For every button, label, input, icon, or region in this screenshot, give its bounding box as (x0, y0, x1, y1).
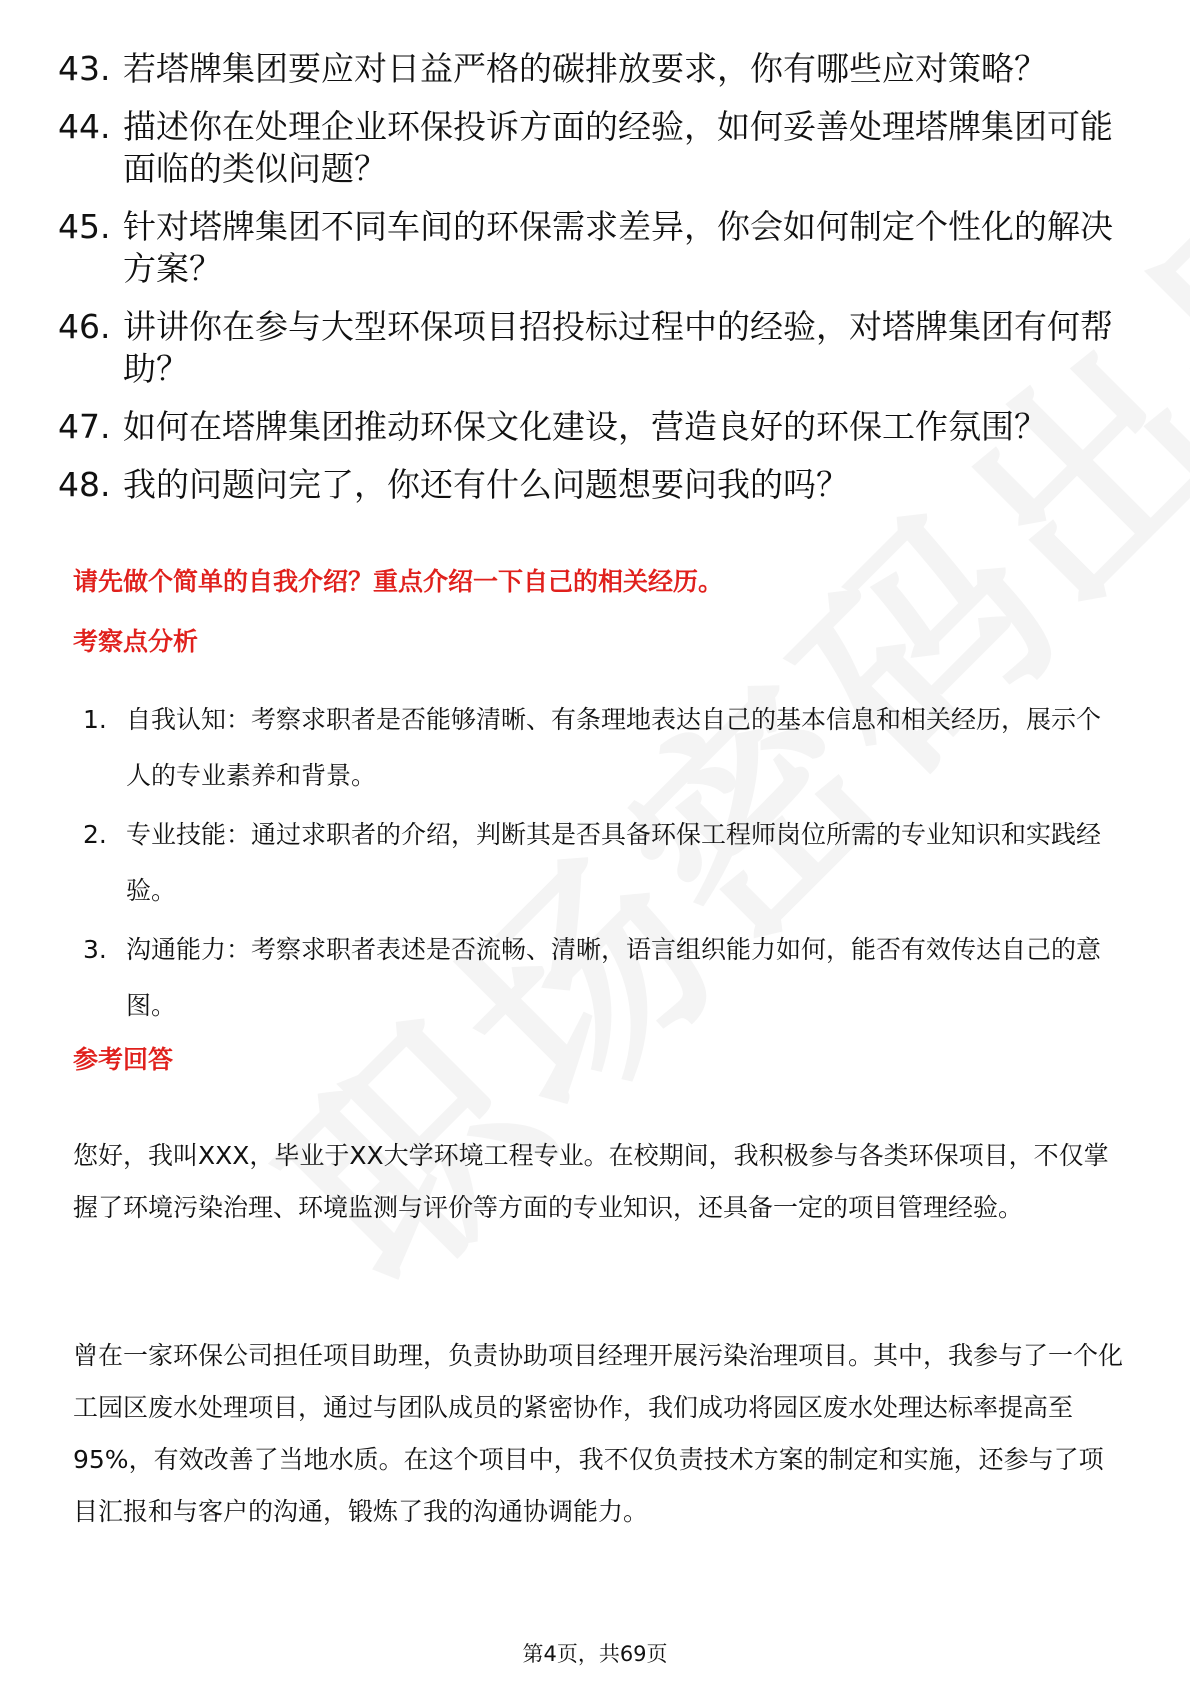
analysis-item (83, 922, 1123, 1034)
analysis-number: 1. (83, 705, 107, 734)
question-number: 46. (58, 307, 111, 346)
question-item (58, 106, 1138, 190)
analysis-number: 3. (83, 935, 107, 964)
analysis-item (83, 807, 1123, 919)
question-text: 描述你在处理企业环保投诉方面的经验，如何妥善处理塔牌集团可能面临的类似问题？ (123, 107, 1113, 188)
analysis-number: 2. (83, 820, 107, 849)
question-item (58, 406, 1138, 448)
answer-paragraph: 您好，我叫XXX，毕业于XX大学环境工程专业。在校期间，我积极参与各类环保项目，不仅掌握了环境污染治理、环境监测与评价等方面的专业知识，还具备一定的项目管理经验。 (73, 1141, 1109, 1222)
analysis-list (83, 692, 1123, 1037)
question-item (58, 306, 1138, 390)
analysis-item (83, 692, 1123, 804)
question-item (58, 206, 1138, 290)
answer-paragraph: 曾在一家环保公司担任项目助理，负责协助项目经理开展污染治理项目。其中，我参与了一个化工园区废水处理项目，通过与团队成员的紧密协作，我们成功将园区废水处理达标率提高至95%，有效改善了当地水质。在这个项目中，我不仅负责技术方案的制定和实施，还参与了项目汇报和与客户的沟通，锻炼了我的沟通协调能力。 (73, 1341, 1124, 1526)
question-text: 如何在塔牌集团推动环保文化建设，营造良好的环保工作氛围？ (123, 407, 1047, 446)
question-number: 44. (58, 107, 111, 146)
question-item (58, 464, 1138, 506)
question-number: 43. (58, 49, 111, 88)
analysis-heading: 考察点分析 (73, 627, 199, 656)
answer-heading: 参考回答 (73, 1045, 174, 1074)
analysis-text: 专业技能：通过求职者的介绍，判断其是否具备环保工程师岗位所需的专业知识和实践经验。 (126, 820, 1102, 905)
question-text: 我的问题问完了，你还有什么问题想要问我的吗？ (123, 465, 849, 504)
question-text: 讲讲你在参与大型环保项目招投标过程中的经验，对塔牌集团有何帮助？ (123, 307, 1113, 388)
question-text: 若塔牌集团要应对日益严格的碳排放要求，你有哪些应对策略？ (123, 49, 1047, 88)
analysis-text: 沟通能力：考察求职者表述是否流畅、清晰，语言组织能力如何，能否有效传达自己的意图。 (126, 935, 1102, 1020)
analysis-text: 自我认知：考察求职者是否能够清晰、有条理地表达自己的基本信息和相关经历，展示个人的专业素养和背景。 (126, 705, 1102, 790)
question-list (58, 48, 1138, 522)
intro-question-heading: 请先做个简单的自我介绍？重点介绍一下自己的相关经历。 (73, 567, 724, 596)
question-item (58, 48, 1138, 90)
question-number: 48. (58, 465, 111, 504)
question-text: 针对塔牌集团不同车间的环保需求差异，你会如何制定个性化的解决方案？ (123, 207, 1113, 288)
question-number: 45. (58, 207, 111, 246)
page-footer: 第4页，共69页 (522, 1642, 668, 1666)
question-number: 47. (58, 407, 111, 446)
